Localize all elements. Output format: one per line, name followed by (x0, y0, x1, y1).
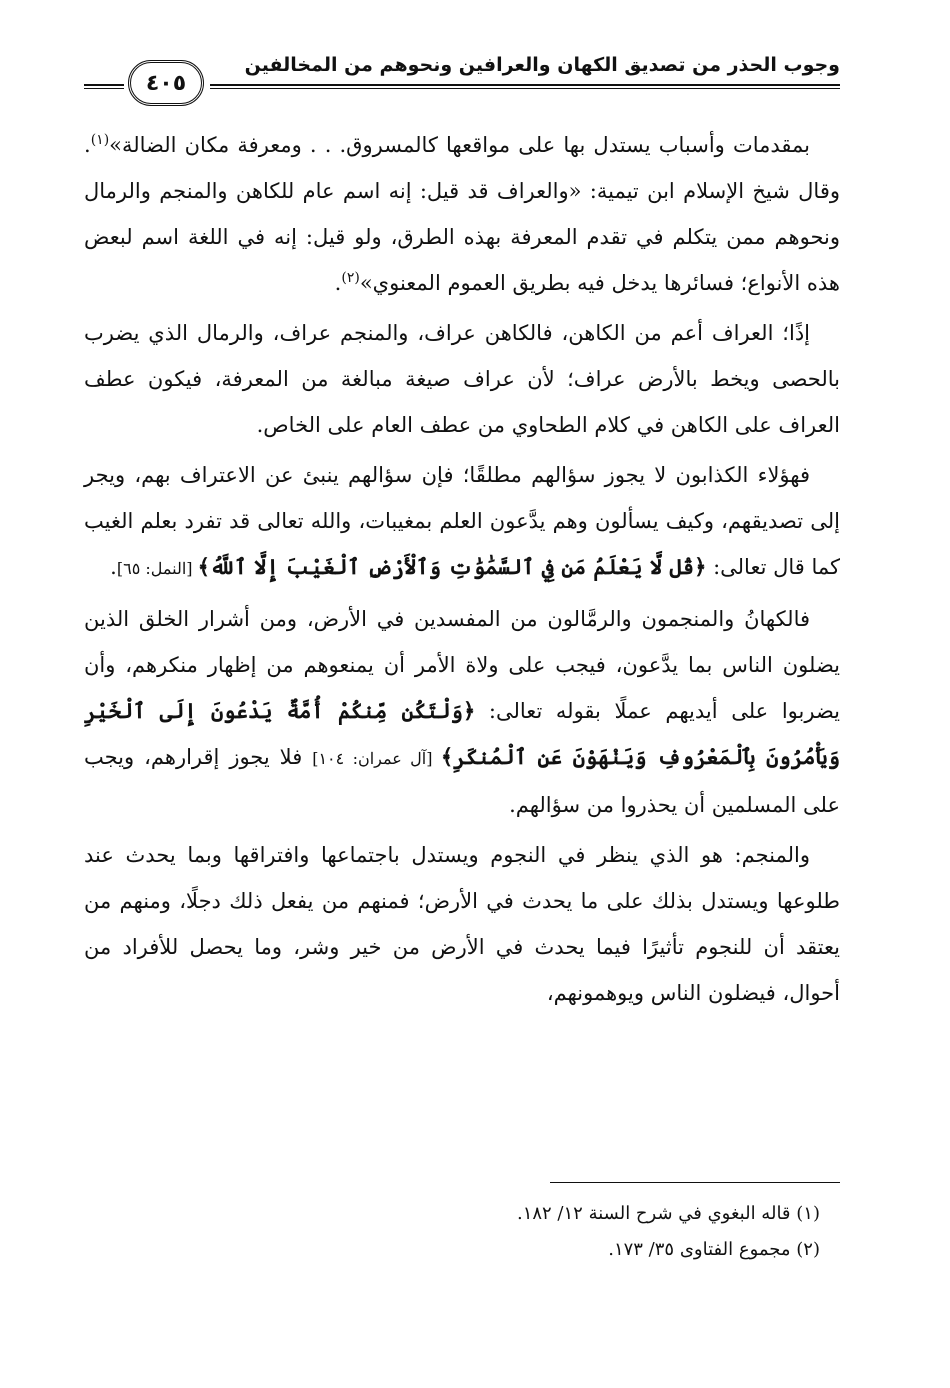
header-rule (210, 88, 840, 89)
main-text (84, 122, 840, 1020)
quran-verse: ﴿وَلْتَكُن مِّنكُمْ أُمَّةٌ يَدْعُونَ إِلَى ٱلْخَيْرِ وَيَأْمُرُونَ بِٱلْمَعْرُوفِ وَيَنْهَوْنَ عَنِ ٱلْمُنكَرِ﴾ (84, 698, 840, 769)
text-run: . (110, 555, 117, 579)
footnote-number: (٢) (796, 1239, 820, 1260)
verse-citation: [النمل: ٦٥] (116, 559, 198, 578)
chapter-title: وجوب الحذر من تصديق الكهان والعرافين ونحوهم من المخالفين (244, 54, 840, 76)
quran-verse: ﴿قُل لَّا يَعْلَمُ مَن فِي ٱلسَّمَٰوَٰتِ وَٱلْأَرْضِ ٱلْغَيْبَ إِلَّا ٱللَّهُ﴾ (197, 554, 707, 579)
header-rule (210, 84, 840, 86)
text-run: . (334, 271, 342, 295)
paragraph-5: والمنجم: هو الذي ينظر في النجوم ويستدل باجتماعها وافتراقها وبما يحدث عند طلوعها ويستدل بذلك على ما يحدث في الأرض؛ فمنهم من يفعل ذلك دجلًا، ومنهم من يعتقد أن للنجوم تأثيرًا فيما يحدث في الأرض من خير وشر، وما يحصل للأفراد من أحوال، فيضلون الناس ويوهمونهم، (84, 843, 840, 1005)
footnote-ref-1[interactable]: (١) (90, 132, 110, 148)
running-header (84, 48, 840, 110)
footnote-separator (550, 1182, 840, 1183)
text-run: . وقال شيخ الإسلام ابن تيمية: «والعراف قد قيل: إنه اسم عام للكاهن والمنجم والرمال ونحوهم ممن يتكلم في تقدم المعرفة بهذه الطرق، ولو قيل: إنه في اللغة اسم لبعض هذه الأنواع؛ فسائرها يدخل فيه بطريق العموم المعنوي» (84, 133, 840, 295)
paragraph-1 (84, 122, 840, 306)
paragraph-2: إذًا؛ العراف أعم من الكاهن، فالكاهن عراف، والمنجم عراف، والرمال الذي يضرب بالحصى ويخط بالأرض عراف؛ لأن عراف صيغة مبالغة من المعرفة، فيكون عطف العراف على الكاهن في كلام الطحاوي من عطف العام على الخاص. (84, 321, 840, 437)
footnote-2 (84, 1232, 820, 1268)
page-number-frame (128, 60, 204, 106)
footnotes (84, 1196, 820, 1268)
footnote-1 (84, 1196, 820, 1232)
paragraph-4 (84, 596, 840, 828)
text-run: بمقدمات وأسباب يستدل بها على مواقعها كالمسروق. . . ومعرفة مكان الضالة» (109, 133, 810, 157)
paragraph-3 (84, 452, 840, 592)
verse-citation: [آل عمران: ١٠٤] (312, 749, 441, 768)
text-run: فلا يجوز إقرارهم، ويجب على المسلمين أن يحذروا من سؤالهم. (84, 745, 840, 817)
page-number: ٤٠٥ (145, 70, 187, 96)
header-rule (84, 84, 124, 86)
header-rule (84, 88, 124, 89)
text-run: فالكهانُ والمنجمون والرمَّالون من المفسدين في الأرض، ومن أشرار الخلق الذين يضلون الناس بما يدَّعون، فيجب على ولاة الأمر أن يمنعوهم من إظهار منكرهم، وأن يضربوا على أيديهم عملًا بقوله تعالى: (84, 607, 841, 723)
text-run: فهؤلاء الكذابون لا يجوز سؤالهم مطلقًا؛ فإن سؤالهم ينبئ عن الاعتراف بهم، ويجر إلى تصديقهم، وكيف يسألون وهم يدَّعون العلم بمغيبات، والله تعالى قد تفرد بعلم الغيب كما قال تعالى: (84, 463, 840, 579)
footnote-text: مجموع الفتاوى ٣٥/ ١٧٣. (608, 1239, 791, 1260)
footnote-number: (١) (796, 1203, 820, 1224)
footnote-text: قاله البغوي في شرح السنة ١٢/ ١٨٢. (516, 1203, 791, 1224)
footnote-ref-2[interactable]: (٢) (341, 270, 360, 286)
